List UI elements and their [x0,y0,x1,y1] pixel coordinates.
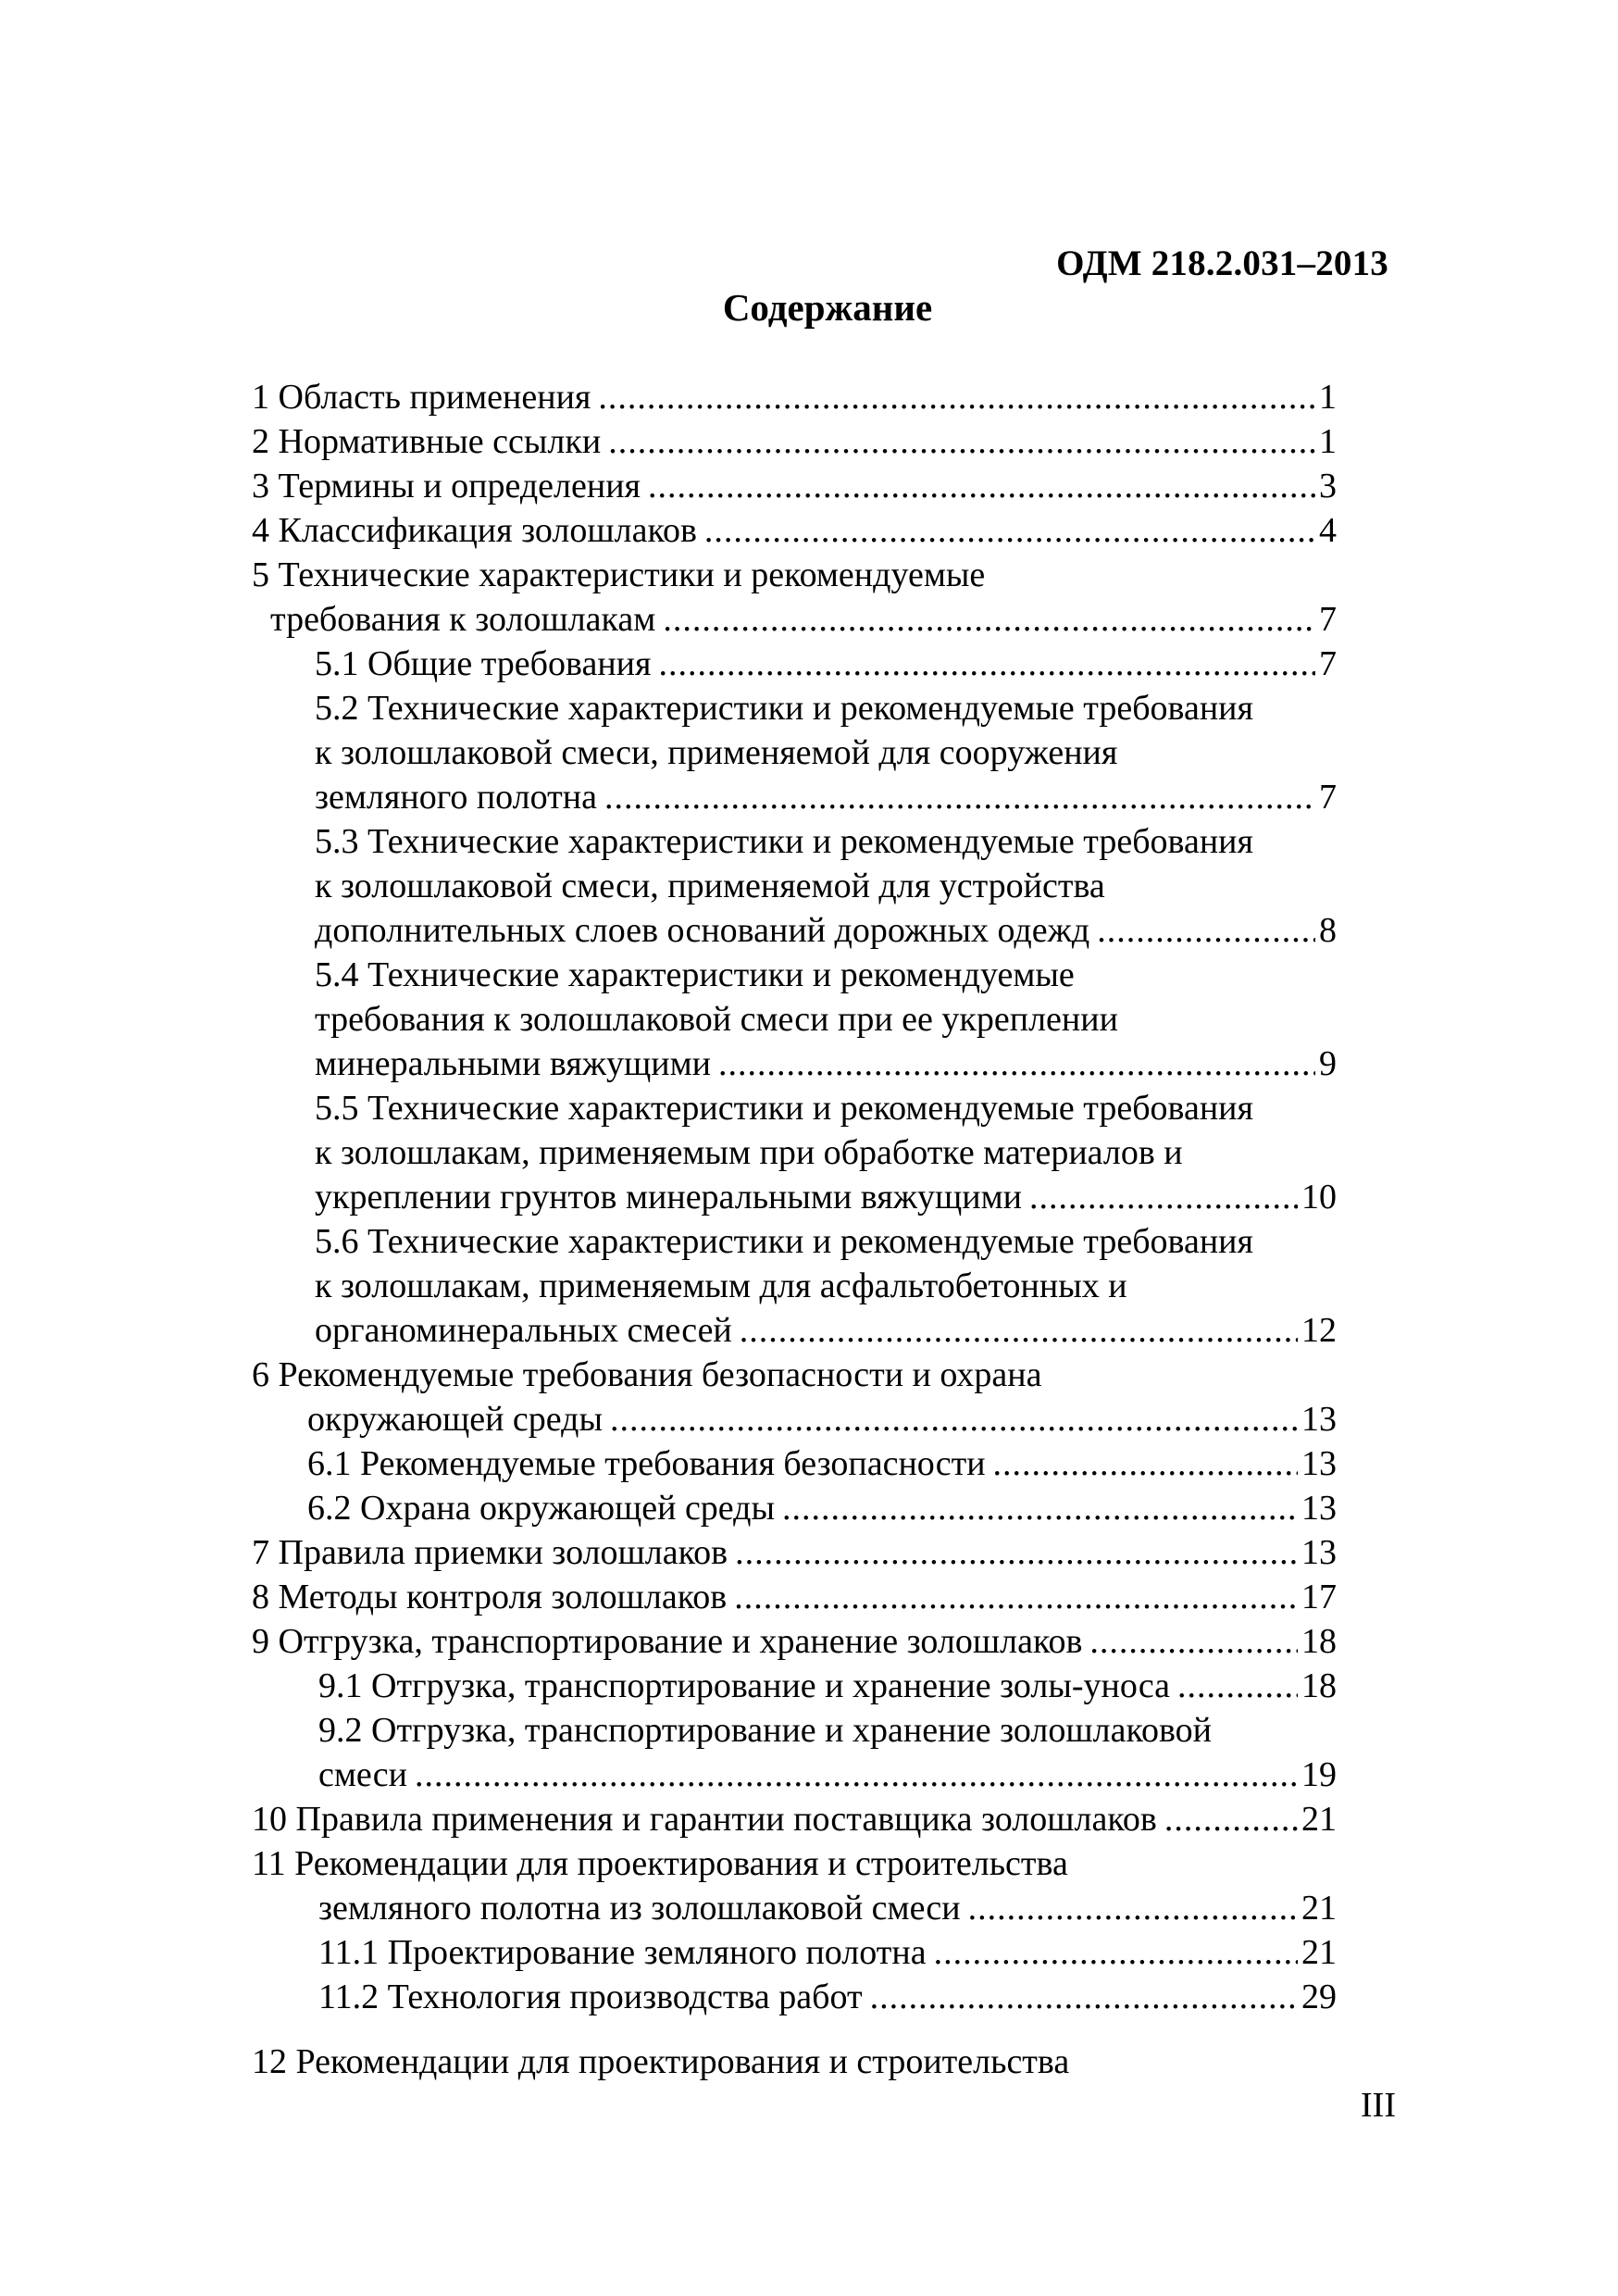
toc-entry[interactable] [252,1086,1337,1130]
toc-entry[interactable] [252,686,1337,730]
page-number: III [1361,2086,1396,2125]
toc-leader-dots [648,464,1315,508]
toc-entry[interactable] [252,1486,1337,1530]
toc-entry[interactable] [252,864,1337,908]
toc-entry-page: 13 [1301,1533,1337,1572]
toc-entry-page: 7 [1319,644,1337,683]
toc-entry[interactable] [252,1575,1337,1619]
toc-leader-dots [735,1530,1298,1575]
toc-entry-page: 13 [1301,1400,1337,1439]
toc-entry-title: земляного полотна [315,778,597,817]
toc-entry[interactable] [252,1841,1337,1886]
toc-entry[interactable] [252,997,1337,1042]
toc-entry-title: 9 Отгрузка, транспортирование и хранение золошлаков [252,1622,1083,1661]
toc-entry-title: 9.1 Отгрузка, транспортирование и хранение золы-уноса [318,1666,1171,1705]
toc-entry[interactable] [252,1175,1337,1219]
toc-entry[interactable] [252,1219,1337,1264]
toc-entry[interactable] [252,730,1337,775]
toc-entry-title: 1 Область применения [252,378,591,417]
toc-entry-title: 2 Нормативные ссылки [252,422,602,461]
toc-entry-title: 8 Методы контроля золошлаков [252,1578,728,1616]
toc-entry-page: 18 [1301,1666,1337,1705]
toc-entry-title: 4 Классификация золошлаков [252,511,697,550]
toc-entry-page: 9 [1319,1044,1337,1083]
toc-entry[interactable] [252,419,1337,464]
toc-entry-page: 21 [1301,1800,1337,1839]
toc-entry-title: 5 Технические характеристики и рекомендуемые [252,555,986,594]
toc-entry[interactable] [252,1975,1337,2019]
toc-entry-page: 3 [1319,467,1337,505]
toc-leader-dots [604,775,1315,819]
toc-entry[interactable] [252,464,1337,508]
toc-entry[interactable] [252,375,1337,419]
toc-entry-title: 11 Рекомендации для проектирования и строительства [252,1844,1068,1883]
toc-entry-title: к золошлаковой смеси, применяемой для устройства [315,867,1105,905]
toc-entry[interactable] [252,1530,1337,1575]
toc-leader-dots [1097,908,1315,953]
toc-entry-title: к золошлакам, применяемым для асфальтобетонных и [315,1267,1127,1305]
toc-entry[interactable] [252,1886,1337,1930]
toc-entry-title: 5.2 Технические характеристики и рекомендуемые требования [315,689,1253,728]
toc-entry-page: 21 [1301,1933,1337,1972]
toc-entry-page: 21 [1301,1889,1337,1928]
toc-leader-dots [782,1486,1298,1530]
toc-entry[interactable] [252,597,1337,642]
toc-entry-page: 8 [1319,911,1337,950]
toc-entry-title: дополнительных слоев оснований дорожных одежд [315,911,1090,950]
toc-entry-title: 6.1 Рекомендуемые требования безопасности [307,1444,986,1483]
toc-entry-title: 5.4 Технические характеристики и рекомендуемые [315,955,1075,994]
toc-leader-dots [968,1886,1298,1930]
toc-leader-dots [415,1753,1298,1797]
toc-entry[interactable] [252,1397,1337,1441]
toc-entry-title: укреплении грунтов минеральными вяжущими [315,1178,1022,1217]
toc-entry[interactable] [252,1930,1337,1975]
toc-entry-title: органоминеральных смесей [315,1311,732,1350]
toc-leader-dots [993,1441,1298,1486]
toc-entry-page: 13 [1301,1489,1337,1528]
toc-entry-title: к золошлакам, применяемым при обработке материалов и [315,1133,1183,1172]
toc-entry-page: 19 [1301,1755,1337,1794]
toc-entry-title: 11.2 Технология производства работ [318,1978,863,2016]
toc-entry-title: 9.2 Отгрузка, транспортирование и хранение золошлаковой [318,1711,1212,1750]
toc-entry[interactable] [252,908,1337,953]
toc-entry-title: требования к золошлаковой смеси при ее укреплении [315,1000,1118,1039]
toc-leader-dots [1177,1664,1298,1708]
toc-entry[interactable] [252,1619,1337,1664]
toc-leader-dots [658,642,1315,686]
toc-entry[interactable] [252,953,1337,997]
toc-entry-page: 1 [1319,378,1337,417]
toc-leader-dots [734,1575,1298,1619]
toc-entry[interactable] [252,819,1337,864]
toc-entry-title: смеси [318,1755,407,1794]
toc-leader-dots [598,375,1315,419]
toc-entry-title: 6 Рекомендуемые требования безопасности и охрана [252,1355,1042,1394]
toc-entry[interactable] [252,1708,1337,1753]
toc-entry-title: 5.1 Общие требования [315,644,652,683]
toc-leader-dots [704,508,1315,553]
toc-entry-title: 5.5 Технические характеристики и рекомендуемые требования [315,1089,1253,1128]
toc-leader-dots [870,1975,1298,2019]
toc-entry[interactable] [252,508,1337,553]
toc-leader-dots [718,1042,1315,1086]
toc-entry-page: 13 [1301,1444,1337,1483]
toc-entry-page: 29 [1301,1978,1337,2016]
toc-entry-title: окружающей среды [307,1400,604,1439]
toc-entry[interactable] [252,642,1337,686]
toc-entry[interactable] [252,1308,1337,1353]
toc-leader-dots [934,1930,1298,1975]
toc-entry-page: 1 [1319,422,1337,461]
toc-entry-title: требования к золошлакам [270,600,656,639]
toc-entry[interactable] [252,1664,1337,1708]
toc-entry[interactable] [252,553,1337,597]
toc-leader-dots [740,1308,1298,1353]
toc-entry-page: 17 [1301,1578,1337,1616]
toc-entry-page: 18 [1301,1622,1337,1661]
toc-entry-title: 7 Правила приемки золошлаков [252,1533,728,1572]
toc-entry-title: 6.2 Охрана окружающей среды [307,1489,776,1528]
toc-entry-title: к золошлаковой смеси, применяемой для сооружения [315,733,1118,772]
toc-entry-page: 7 [1319,600,1337,639]
toc-leader-dots [1164,1797,1298,1841]
toc-entry[interactable] [252,1042,1337,1086]
toc-entry-title: 3 Термины и определения [252,467,641,505]
toc-entry-page: 7 [1319,778,1337,817]
toc-entry[interactable] [252,1130,1337,1175]
toc-entry[interactable] [252,1797,1337,1841]
toc-leader-dots [663,597,1315,642]
page-title: Содержание [722,286,933,329]
toc-entry-page: 12 [1301,1311,1337,1350]
toc-gap [252,2019,1337,2040]
toc-entry-title: 5.6 Технические характеристики и рекомендуемые требования [315,1222,1253,1261]
toc-entry[interactable] [252,2040,1337,2084]
toc-entry[interactable] [252,1353,1337,1397]
toc-entry[interactable] [252,775,1337,819]
document-code: ОДМ 218.2.031–2013 [1056,243,1388,283]
toc-leader-dots [610,1397,1298,1441]
toc-entry-title: 10 Правила применения и гарантии поставщика золошлаков [252,1800,1157,1839]
toc-entry[interactable] [252,1264,1337,1308]
toc-leader-dots [1029,1175,1298,1219]
table-of-contents [252,375,1337,2084]
toc-entry-title: 12 Рекомендации для проектирования и строительства [252,2042,1070,2081]
toc-entry-page: 10 [1301,1178,1337,1217]
toc-leader-dots [1089,1619,1298,1664]
toc-entry[interactable] [252,1441,1337,1486]
toc-entry-title: 5.3 Технические характеристики и рекомендуемые требования [315,822,1253,861]
toc-entry[interactable] [252,1753,1337,1797]
toc-entry-title: 11.1 Проектирование земляного полотна [318,1933,927,1972]
toc-entry-title: земляного полотна из золошлаковой смеси [318,1889,961,1928]
toc-leader-dots [608,419,1315,464]
toc-entry-title: минеральными вяжущими [315,1044,711,1083]
toc-entry-page: 4 [1319,511,1337,550]
